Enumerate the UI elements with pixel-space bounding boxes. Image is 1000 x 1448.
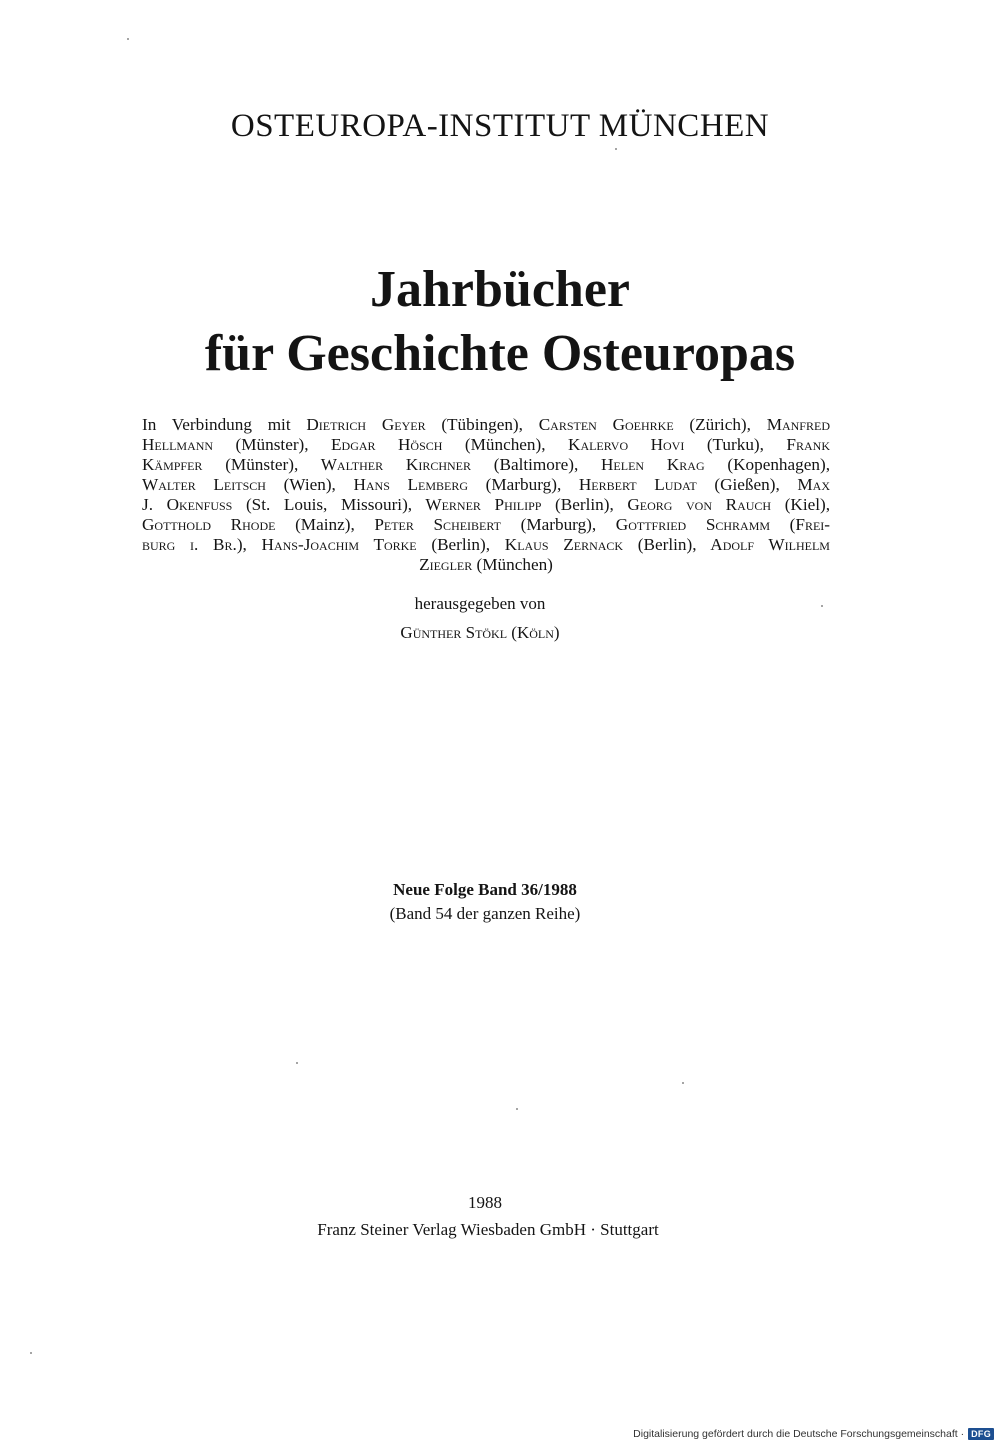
digitization-footer — [633, 1428, 994, 1440]
contributors-line: Gotthold Rhode (Mainz), Peter Scheibert (Marburg), Gottfried Schramm (Frei- — [142, 515, 831, 534]
journal-title-line-1: Jahrbücher — [370, 261, 630, 318]
scan-speck — [296, 1062, 298, 1064]
scan-speck — [615, 148, 617, 150]
contributors-line: Kämpfer (Münster), Walther Kirchner (Baltimore), Helen Krag (Kopenhagen), — [142, 455, 830, 474]
contributors-line: J. Okenfuss (St. Louis, Missouri), Werner Philipp (Berlin), Georg von Rauch (Kiel), — [142, 495, 831, 514]
dfg-logo-icon: DFG — [968, 1428, 994, 1440]
footer-text: Digitalisierung gefördert durch die Deutsche Forschungsgemeinschaft · — [633, 1428, 965, 1440]
contributors-line: Hellmann (Münster), Edgar Hösch (München), Kalervo Hovi (Turku), Frank — [142, 435, 830, 454]
contributors-line: burg i. Br.), Hans-Joachim Torke (Berlin), Klaus Zernack (Berlin), Adolf Wilhelm — [142, 535, 830, 554]
journal-title — [0, 258, 1000, 386]
publication-year: 1988 — [468, 1193, 502, 1212]
contributors-line: Walter Leitsch (Wien), Hans Lemberg (Marburg), Herbert Ludat (Gießen), Max — [142, 475, 830, 494]
publisher: Franz Steiner Verlag Wiesbaden GmbH · Stuttgart — [317, 1220, 659, 1239]
volume-note: (Band 54 der ganzen Reihe) — [389, 904, 581, 923]
scan-speck — [127, 38, 129, 40]
institute-name: OSTEUROPA-INSTITUT MÜNCHEN — [230, 108, 770, 144]
journal-title-line-2: für Geschichte Osteuropas — [204, 325, 796, 382]
volume-series: Neue Folge Band 36/1988 — [393, 880, 577, 899]
contributors-paragraph — [142, 415, 830, 575]
editor-intro: herausgegeben von — [414, 594, 546, 613]
contributors-line: In Verbindung mit Dietrich Geyer (Tübingen), Carsten Goehrke (Zürich), Manfred — [142, 415, 830, 434]
scan-speck — [30, 1352, 32, 1354]
scan-speck — [821, 605, 823, 607]
editor-name: Günther Stökl (Köln) — [400, 623, 560, 642]
scan-speck — [516, 1108, 518, 1110]
scan-speck — [682, 1082, 684, 1084]
contributors-line: Ziegler (München) — [419, 555, 553, 574]
